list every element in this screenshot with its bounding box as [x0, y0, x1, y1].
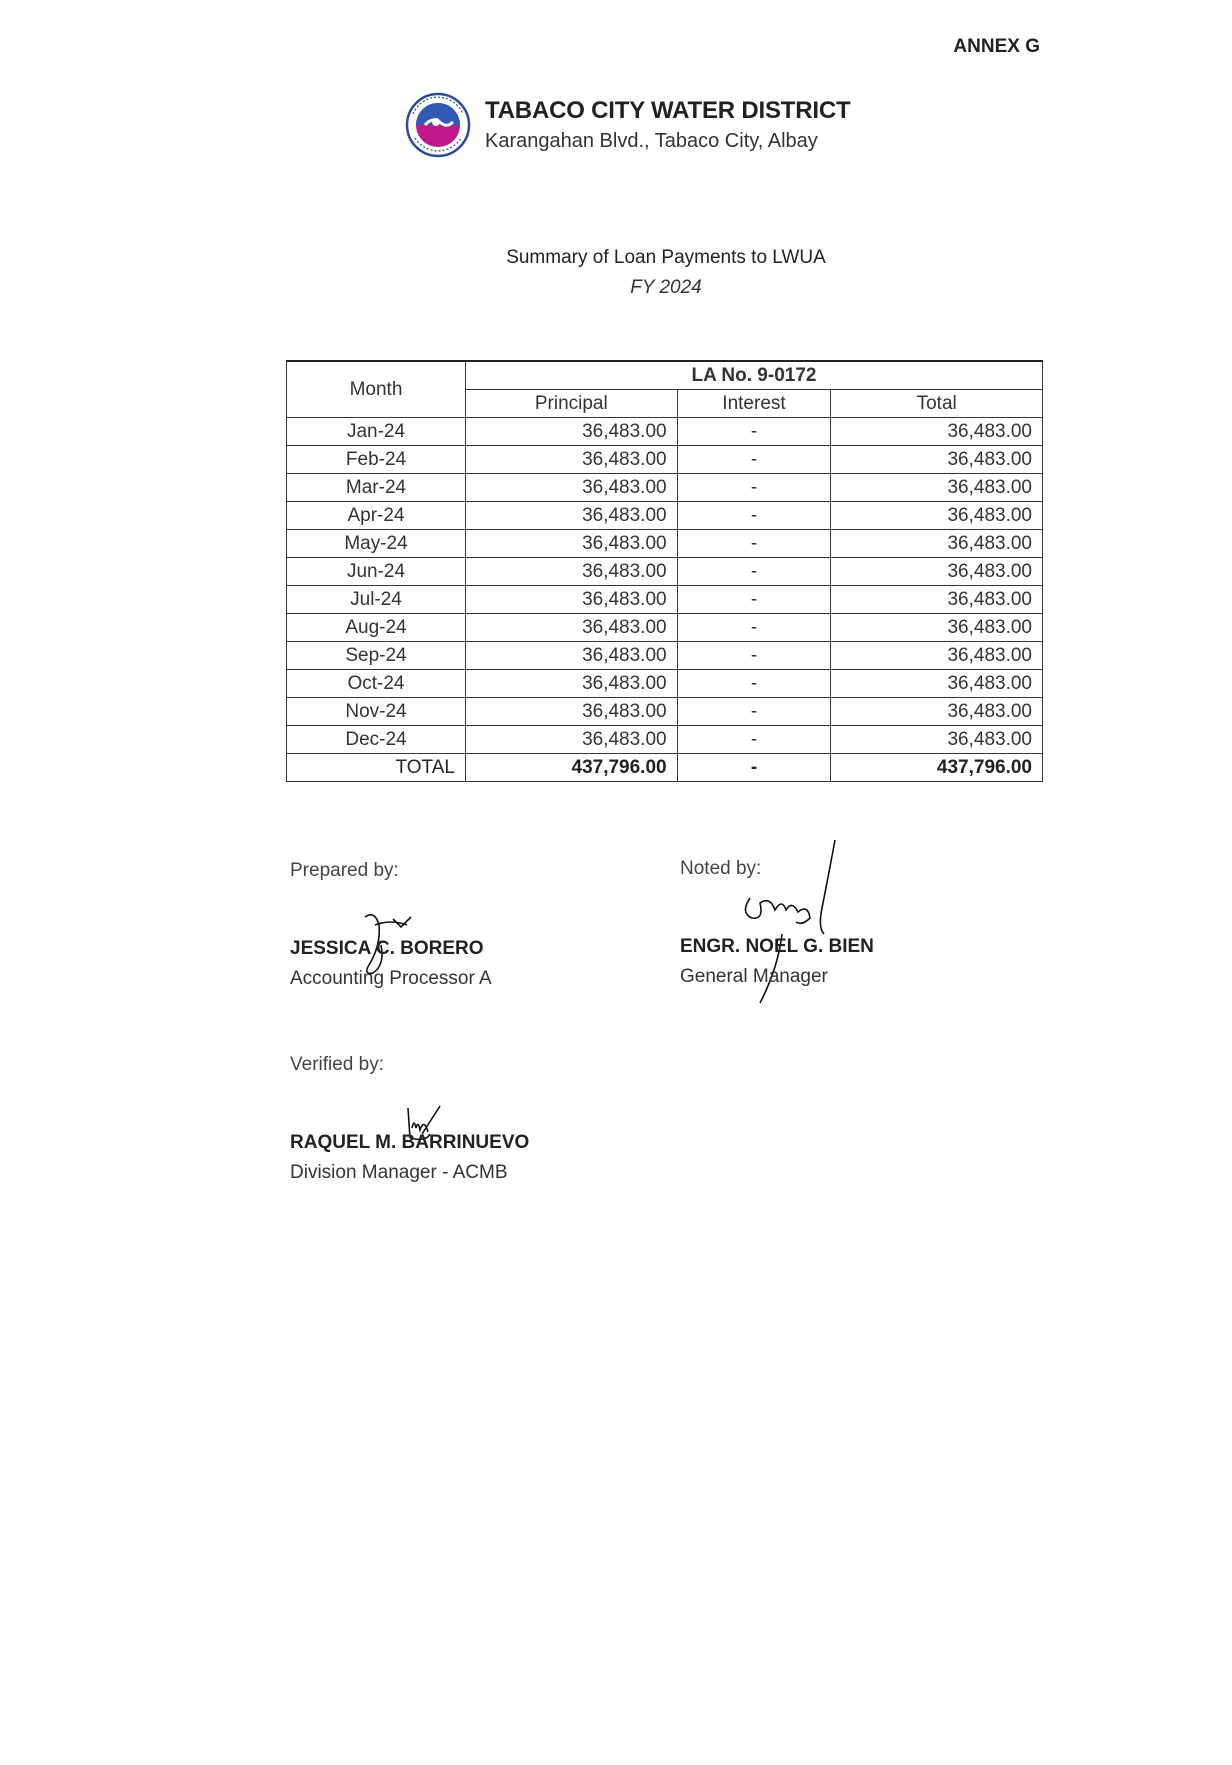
month-cell: Nov-24	[287, 698, 466, 726]
table-row	[287, 474, 1043, 502]
principal-cell: 36,483.00	[466, 558, 678, 586]
interest-cell: -	[677, 586, 831, 614]
total-cell: 36,483.00	[831, 474, 1043, 502]
interest-cell: -	[677, 474, 831, 502]
verified-by-role: Division Manager - ACMB	[290, 1162, 508, 1183]
noted-by-role: General Manager	[680, 966, 828, 987]
month-cell: Dec-24	[287, 726, 466, 754]
month-cell: Oct-24	[287, 670, 466, 698]
prepared-by-label: Prepared by:	[290, 860, 399, 881]
total-cell: 36,483.00	[831, 614, 1043, 642]
loan-payments-table	[286, 360, 1043, 782]
total-header: Total	[831, 390, 1043, 418]
interest-cell: -	[677, 418, 831, 446]
total-cell: 36,483.00	[831, 558, 1043, 586]
principal-cell: 36,483.00	[466, 698, 678, 726]
table-row	[287, 502, 1043, 530]
table-row	[287, 530, 1043, 558]
noted-by-name: ENGR. NOEL G. BIEN	[680, 936, 874, 957]
letterhead	[405, 92, 850, 158]
interest-cell: -	[677, 726, 831, 754]
month-cell: May-24	[287, 530, 466, 558]
month-cell: Jul-24	[287, 586, 466, 614]
table-row	[287, 614, 1043, 642]
annex-label: ANNEX G	[953, 36, 1040, 57]
total-cell: 36,483.00	[831, 670, 1043, 698]
water-district-logo	[405, 92, 471, 158]
noted-by-label: Noted by:	[680, 858, 762, 879]
table-row	[287, 670, 1043, 698]
interest-cell: -	[677, 614, 831, 642]
document-subtitle: FY 2024	[630, 277, 702, 298]
interest-header: Interest	[677, 390, 831, 418]
principal-cell: 36,483.00	[466, 586, 678, 614]
verified-by-name: RAQUEL M. BARRINUEVO	[290, 1132, 530, 1153]
month-cell: Jun-24	[287, 558, 466, 586]
principal-cell: 36,483.00	[466, 726, 678, 754]
interest-cell: -	[677, 502, 831, 530]
month-header: Month	[287, 361, 466, 418]
month-cell: Sep-24	[287, 642, 466, 670]
table-row	[287, 586, 1043, 614]
verified-by-label: Verified by:	[290, 1054, 384, 1075]
org-address: Karangahan Blvd., Tabaco City, Albay	[485, 130, 818, 152]
table-row	[287, 418, 1043, 446]
principal-cell: 36,483.00	[466, 670, 678, 698]
prepared-by-name: JESSICA C. BORERO	[290, 938, 484, 959]
total-cell: 36,483.00	[831, 586, 1043, 614]
principal-header: Principal	[466, 390, 678, 418]
table-row	[287, 726, 1043, 754]
total-row	[287, 754, 1043, 782]
total-cell: 36,483.00	[831, 530, 1043, 558]
month-cell: Aug-24	[287, 614, 466, 642]
month-cell: Apr-24	[287, 502, 466, 530]
interest-cell: -	[677, 670, 831, 698]
table-row	[287, 698, 1043, 726]
month-cell: Mar-24	[287, 474, 466, 502]
principal-cell: 36,483.00	[466, 642, 678, 670]
interest-cell: -	[677, 642, 831, 670]
principal-cell: 36,483.00	[466, 502, 678, 530]
total-cell: 36,483.00	[831, 502, 1043, 530]
total-cell: 36,483.00	[831, 698, 1043, 726]
grand-total: 437,796.00	[831, 754, 1043, 782]
org-name: TABACO CITY WATER DISTRICT	[485, 97, 851, 124]
interest-cell: -	[677, 698, 831, 726]
principal-cell: 36,483.00	[466, 446, 678, 474]
month-cell: Jan-24	[287, 418, 466, 446]
loan-group-header: LA No. 9-0172	[466, 361, 1043, 390]
interest-cell: -	[677, 530, 831, 558]
table-row	[287, 446, 1043, 474]
total-label: TOTAL	[287, 754, 466, 782]
total-cell: 36,483.00	[831, 642, 1043, 670]
principal-cell: 36,483.00	[466, 474, 678, 502]
total-principal: 437,796.00	[466, 754, 678, 782]
total-cell: 36,483.00	[831, 418, 1043, 446]
total-interest: -	[677, 754, 831, 782]
total-cell: 36,483.00	[831, 446, 1043, 474]
title-block	[0, 247, 1232, 299]
table-row	[287, 558, 1043, 586]
month-cell: Feb-24	[287, 446, 466, 474]
principal-cell: 36,483.00	[466, 614, 678, 642]
total-cell: 36,483.00	[831, 726, 1043, 754]
principal-cell: 36,483.00	[466, 530, 678, 558]
document-title: Summary of Loan Payments to LWUA	[506, 247, 826, 268]
table-row	[287, 642, 1043, 670]
prepared-by-role: Accounting Processor A	[290, 968, 492, 989]
principal-cell: 36,483.00	[466, 418, 678, 446]
table-body	[287, 418, 1043, 782]
interest-cell: -	[677, 446, 831, 474]
interest-cell: -	[677, 558, 831, 586]
